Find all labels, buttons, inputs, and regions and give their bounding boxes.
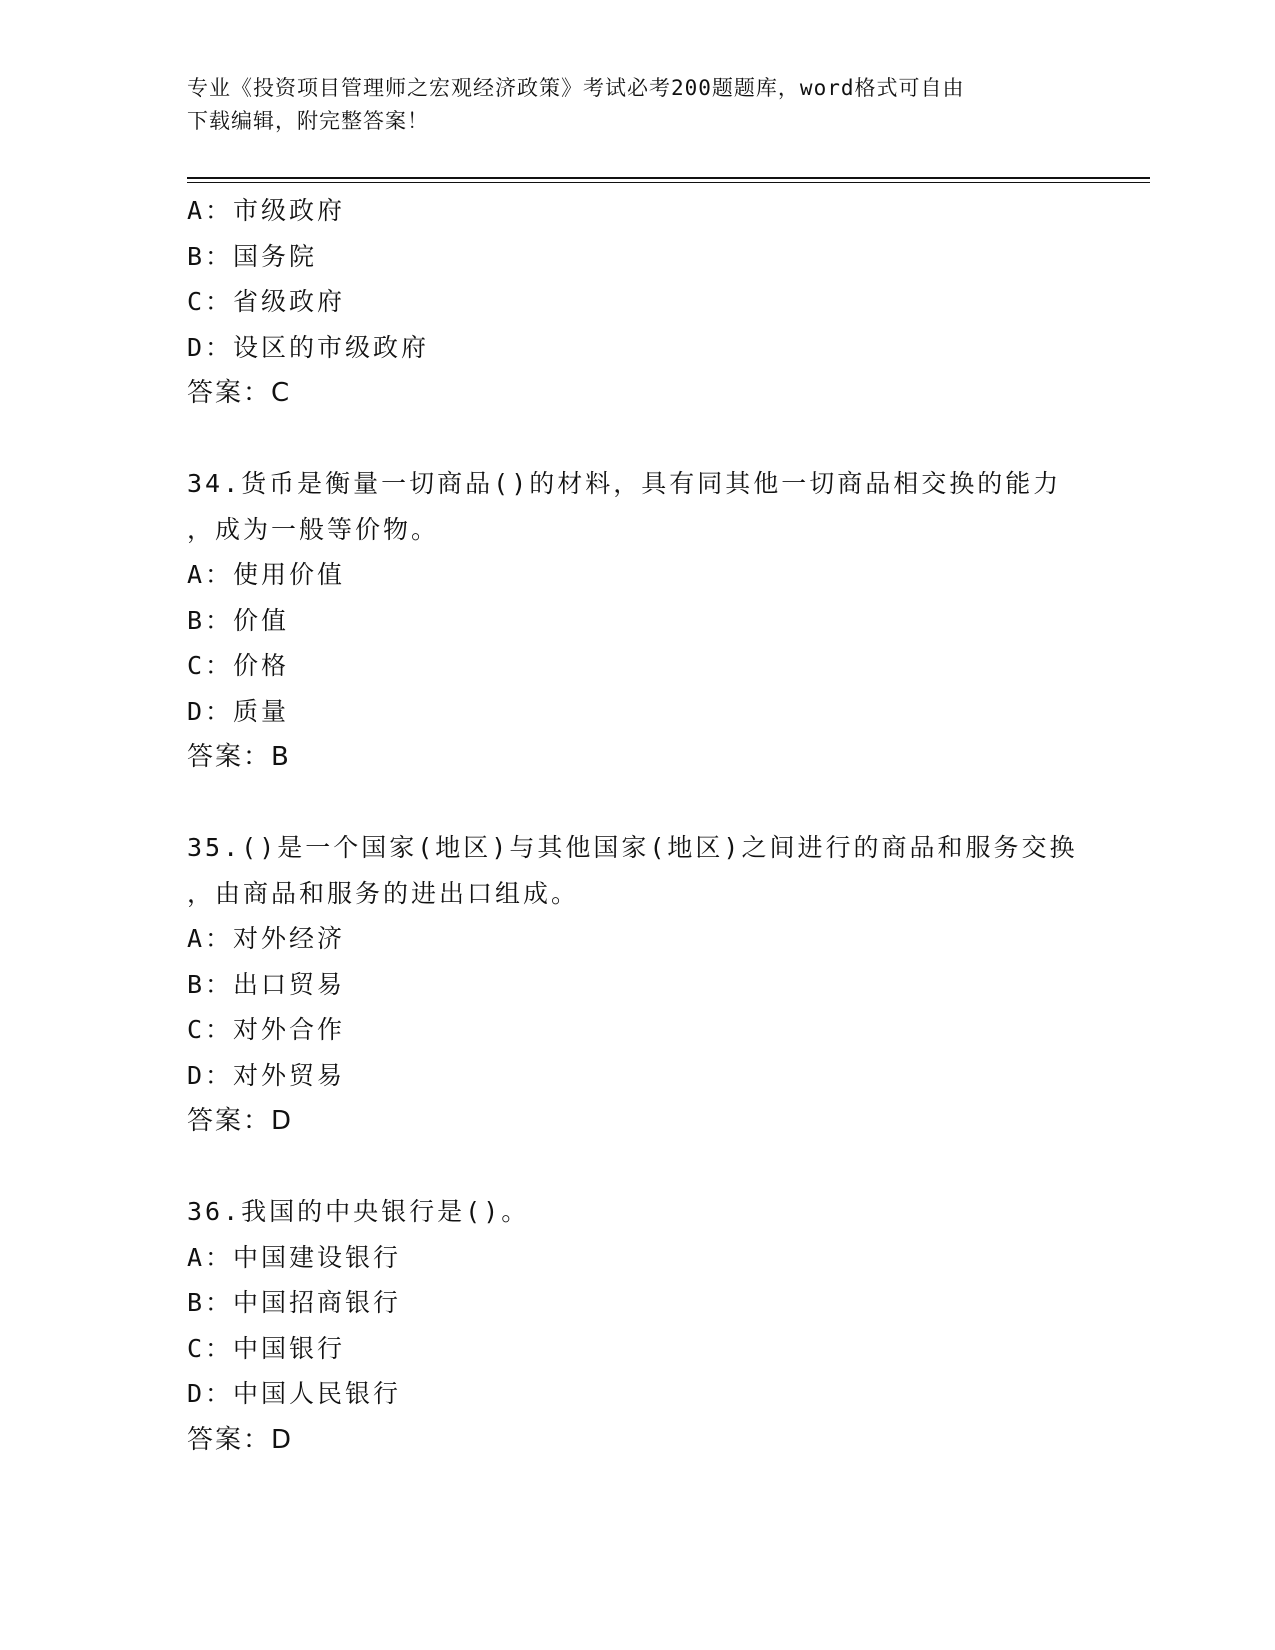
answer-line: 答案：C — [187, 378, 292, 408]
option-c: C：价格 — [187, 651, 290, 680]
question-stem-line-1: 36.我国的中央银行是()。 — [187, 1197, 530, 1226]
option-a: A：中国建设银行 — [187, 1242, 402, 1272]
question-34 — [187, 461, 1087, 780]
option-c: C：省级政府 — [187, 287, 346, 316]
option-a: A：市级政府 — [187, 196, 346, 225]
question-33-continued — [187, 188, 1087, 416]
question-36 — [187, 1189, 1087, 1463]
option-a: A：对外经济 — [187, 924, 346, 953]
question-spacer — [187, 1144, 1087, 1189]
option-c: C：中国银行 — [187, 1333, 346, 1363]
answer-line: 答案：B — [187, 742, 291, 772]
question-stem-line-2: ，成为一般等价物。 — [187, 514, 440, 544]
question-spacer — [187, 780, 1087, 825]
question-stem-line-1: 34.货币是衡量一切商品()的材料，具有同其他一切商品相交换的能力 — [187, 469, 1062, 498]
question-stem-line-1: 35.()是一个国家(地区)与其他国家(地区)之间进行的商品和服务交换 — [187, 833, 1078, 862]
document-header — [187, 72, 1067, 138]
option-b: B：出口贸易 — [187, 969, 346, 999]
header-line-1: 专业《投资项目管理师之宏观经济政策》考试必考200题题库，word格式可自由 — [187, 76, 965, 100]
option-c: C：对外合作 — [187, 1015, 346, 1044]
header-line-2: 下载编辑，附完整答案！ — [187, 109, 429, 133]
option-b: B：中国招商银行 — [187, 1288, 402, 1317]
answer-line: 答案：D — [187, 1106, 294, 1136]
question-list — [187, 188, 1087, 1463]
header-divider-thin — [187, 182, 1150, 183]
option-d: D：质量 — [187, 696, 290, 726]
question-stem-line-2: ，由商品和服务的进出口组成。 — [187, 878, 580, 908]
option-d: D：中国人民银行 — [187, 1379, 402, 1408]
option-a: A：使用价值 — [187, 560, 346, 589]
option-d: D：对外贸易 — [187, 1060, 346, 1090]
option-b: B：国务院 — [187, 241, 318, 271]
option-b: B：价值 — [187, 605, 290, 635]
option-d: D：设区的市级政府 — [187, 332, 430, 362]
answer-line: 答案：D — [187, 1424, 294, 1455]
header-divider-thick — [187, 177, 1150, 179]
question-spacer — [187, 416, 1087, 461]
question-35 — [187, 825, 1087, 1144]
